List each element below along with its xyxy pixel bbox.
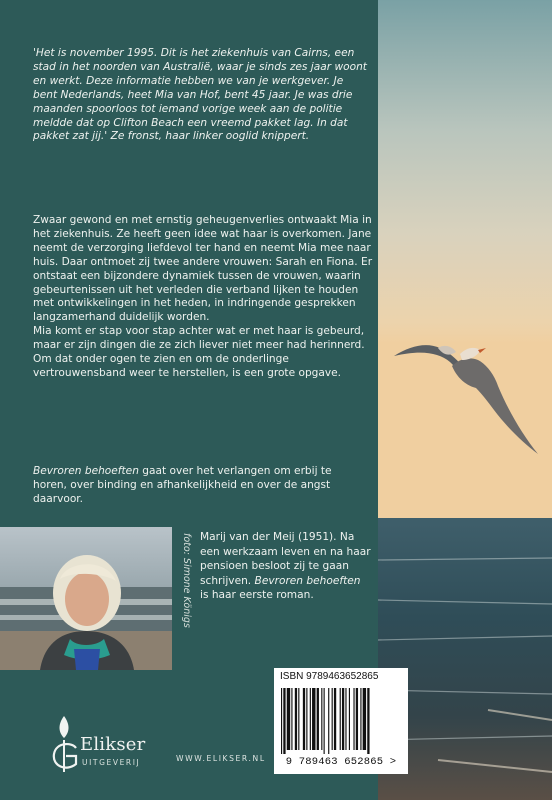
barcode-bar: [332, 688, 333, 750]
barcode-bar: [281, 688, 282, 754]
barcode-bar: [328, 688, 329, 754]
barcode-bar: [324, 688, 325, 754]
barcode-bar: [283, 688, 285, 754]
barcode-bar: [321, 688, 322, 750]
author-photo: [0, 527, 172, 670]
publisher-website: WWW.ELIKSER.NL: [176, 754, 266, 763]
publisher-subtitle: UITGEVERIJ: [82, 758, 141, 767]
barcode-bar: [360, 688, 361, 750]
barcode-bar: [334, 688, 336, 750]
barcode-bar: [342, 688, 344, 750]
barcode-bar: [310, 688, 311, 750]
barcode-digits: 9 789463 652865 >: [285, 756, 397, 768]
barcode-bar: [353, 688, 354, 750]
author-bio-intro: Marij van der Meij (1951). Na een werkzaam leven en na haar pensioen besloot zij te gaan schrijven.: [200, 531, 371, 587]
synopsis: [33, 214, 373, 381]
synopsis-paragraph-1: Zwaar gewond en met ernstig geheugenverlies ontwaakt Mia in het ziekenhuis. Ze heeft geen idee wat haar is overkomen. Jane neemt de verzorging liefdevol ter hand en neemt Mia mee naar huis. Daar ontmoet zij twee andere vrouwen: Sarah en Fiona. Er ontstaat een bijzondere dynamiek tussen de vrouwen, waarin gebeurtenissen uit het verleden die verband lijken te houden met ontwikkelingen in het heden, in indringende gesprekken langzamerhand duidelijk worden.: [33, 214, 373, 324]
opening-quote: 'Het is november 1995. Dit is het ziekenhuis van Cairns, een stad in het noorden van Australië, waar je sinds zes jaar woont en werkt. Deze informatie hebben we van je werkgever. Je bent Nederlands, heet Mia van Hof, bent 45 jaar. Je was drie maanden spoorloos tot iemand vorige week aan de politie meldde dat op Clifton Beach een vreemd pakket lag. In dat pakket zat jij.' Ze fronst, haar linker ooglid knippert.: [33, 47, 367, 143]
author-bio: [200, 530, 372, 603]
barcode-bar: [345, 688, 346, 750]
barcode-bar: [312, 688, 315, 750]
synopsis-paragraph-2: Mia komt er stap voor stap achter wat er met haar is gebeurd, maar er zijn dingen die ze zich liever niet meer had herinnerd. Om dat onder ogen te zien en om de onderlinge vertrouwensband weer te herstellen, is een grote opgave.: [33, 325, 365, 379]
isbn-label: ISBN 9789463652865: [280, 671, 379, 682]
author-bio-outro: is haar eerste roman.: [200, 589, 314, 602]
photo-credit: foto: Simone Königs: [181, 533, 192, 628]
barcode-bar: [298, 688, 299, 750]
closing-text: gaat over het verlangen om erbij te horen, over binding en afhankelijkheid en over de angst daarvoor.: [33, 465, 332, 505]
barcode-bar: [363, 688, 366, 750]
barcode-bar: [356, 688, 358, 750]
publisher-name: Elikser: [80, 734, 146, 755]
closing-paragraph: [33, 465, 367, 507]
barcode-bar: [306, 688, 307, 750]
author-bio-book-title: Bevroren behoeften: [254, 574, 361, 587]
publisher-logo: [46, 714, 186, 774]
barcode-bar: [291, 688, 292, 750]
barcode-bar: [349, 688, 350, 750]
barcode-bar: [317, 688, 319, 750]
barcode-bar: [303, 688, 305, 750]
candle-flame-icon: [46, 714, 82, 774]
barcode-bar: [295, 688, 297, 750]
barcode-bar: [367, 688, 369, 754]
book-title: Bevroren behoeften: [33, 465, 139, 477]
isbn-barcode-box: [274, 668, 408, 774]
barcode-bar: [287, 688, 290, 750]
seagull-illustration: [390, 330, 542, 460]
barcode: [280, 688, 402, 754]
barcode-bar: [340, 688, 341, 750]
